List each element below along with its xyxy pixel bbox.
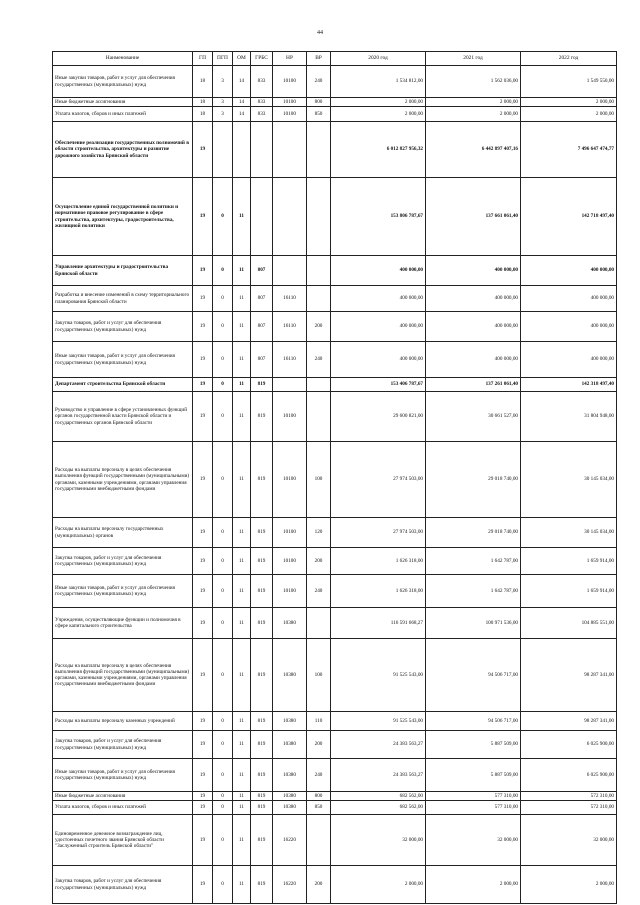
- row-vr: 240: [307, 66, 331, 98]
- row-om: 11: [233, 712, 251, 731]
- row-gp: 19: [193, 575, 213, 608]
- row-name: Разработка и внесение изменений в схему территориального планирования Брянской области: [53, 286, 193, 312]
- budget-table: [52, 51, 617, 904]
- row-vr: 800: [307, 792, 331, 801]
- table-row: [53, 608, 617, 639]
- row-amount-2022: 1 659 914,00: [521, 575, 617, 608]
- row-grbs: 819: [251, 866, 273, 904]
- row-om: 11: [233, 548, 251, 575]
- row-vr: 850: [307, 107, 331, 122]
- row-gp: 19: [193, 639, 213, 712]
- row-name: Иные закупки товаров, работ и услуг для обеспечения государственных (муниципальных) нужд: [53, 66, 193, 98]
- row-vr: 200: [307, 866, 331, 904]
- row-amount-2021: 5 887 509,00: [426, 759, 521, 792]
- row-pgp: 3: [213, 98, 233, 107]
- row-pgp: 0: [213, 866, 233, 904]
- row-amount-2022: 98 287 341,00: [521, 712, 617, 731]
- table-row: [53, 312, 617, 342]
- row-grbs: 819: [251, 518, 273, 548]
- row-nr: [273, 378, 307, 392]
- table-row: [53, 178, 617, 256]
- row-nr: 16110: [273, 286, 307, 312]
- row-amount-2020: 1 626 318,00: [331, 575, 426, 608]
- row-nr: 10100: [273, 442, 307, 518]
- row-vr: [307, 286, 331, 312]
- table-row: [53, 342, 617, 378]
- row-gp: 19: [193, 712, 213, 731]
- row-amount-2022: 142 318 497,40: [521, 378, 617, 392]
- row-grbs: 819: [251, 548, 273, 575]
- row-amount-2022: 142 718 497,40: [521, 178, 617, 256]
- row-amount-2020: 6 012 827 956,32: [331, 122, 426, 178]
- row-om: 11: [233, 639, 251, 712]
- row-nr: 10380: [273, 792, 307, 801]
- row-om: 14: [233, 107, 251, 122]
- row-amount-2021: 94 506 717,00: [426, 712, 521, 731]
- row-vr: 240: [307, 575, 331, 608]
- row-nr: 10100: [273, 575, 307, 608]
- row-nr: [273, 256, 307, 286]
- row-gp: 19: [193, 312, 213, 342]
- row-vr: 240: [307, 342, 331, 378]
- row-name: Уплата налогов, сборов и иных платежей: [53, 801, 193, 815]
- header-2022: 2022 год: [521, 52, 617, 66]
- page-number: 44: [317, 30, 323, 36]
- table-row: [53, 66, 617, 98]
- row-om: [233, 122, 251, 178]
- row-amount-2020: 153 806 787,67: [331, 178, 426, 256]
- row-name: Иные закупки товаров, работ и услуг для обеспечения государственных (муниципальных) нужд: [53, 759, 193, 792]
- row-name: Иные бюджетные ассигнования: [53, 792, 193, 801]
- row-amount-2020: 153 406 787,67: [331, 378, 426, 392]
- row-grbs: [251, 122, 273, 178]
- row-gp: 18: [193, 107, 213, 122]
- row-nr: [273, 178, 307, 256]
- row-om: 11: [233, 312, 251, 342]
- row-vr: [307, 256, 331, 286]
- row-amount-2021: 30 661 527,00: [426, 392, 521, 442]
- row-amount-2021: 400 000,00: [426, 342, 521, 378]
- row-amount-2021: 577 310,00: [426, 792, 521, 801]
- row-gp: 19: [193, 256, 213, 286]
- table-row: [53, 759, 617, 792]
- row-amount-2022: 400 000,00: [521, 256, 617, 286]
- row-amount-2022: 572 310,00: [521, 801, 617, 815]
- row-amount-2021: 29 018 740,00: [426, 442, 521, 518]
- row-amount-2022: 2 000,00: [521, 107, 617, 122]
- row-amount-2022: 6 025 900,00: [521, 759, 617, 792]
- row-gp: 19: [193, 378, 213, 392]
- row-amount-2020: 27 974 503,00: [331, 442, 426, 518]
- row-pgp: 0: [213, 312, 233, 342]
- row-amount-2020: 400 000,00: [331, 342, 426, 378]
- row-gp: 19: [193, 866, 213, 904]
- row-gp: 19: [193, 792, 213, 801]
- header-vr: ВР: [307, 52, 331, 66]
- row-amount-2021: 2 000,00: [426, 107, 521, 122]
- row-nr: 10380: [273, 712, 307, 731]
- row-pgp: 0: [213, 518, 233, 548]
- table-header-row: [53, 52, 617, 66]
- row-om: 11: [233, 801, 251, 815]
- row-vr: 200: [307, 312, 331, 342]
- row-nr: 10100: [273, 107, 307, 122]
- row-grbs: 819: [251, 792, 273, 801]
- row-nr: 10100: [273, 518, 307, 548]
- row-vr: 100: [307, 639, 331, 712]
- row-vr: 850: [307, 801, 331, 815]
- row-grbs: 819: [251, 712, 273, 731]
- table-row: [53, 575, 617, 608]
- row-amount-2022: 31 804 948,00: [521, 392, 617, 442]
- row-nr: 10380: [273, 731, 307, 759]
- row-amount-2022: 7 496 647 474,77: [521, 122, 617, 178]
- row-nr: 16220: [273, 866, 307, 904]
- table-row: [53, 712, 617, 731]
- row-amount-2022: 1 549 550,00: [521, 66, 617, 98]
- row-amount-2022: 98 287 341,00: [521, 639, 617, 712]
- row-amount-2020: 116 591 668,27: [331, 608, 426, 639]
- row-om: 11: [233, 378, 251, 392]
- row-amount-2021: 137 661 061,40: [426, 178, 521, 256]
- row-grbs: 819: [251, 801, 273, 815]
- row-amount-2022: 400 000,00: [521, 342, 617, 378]
- row-pgp: 0: [213, 792, 233, 801]
- row-amount-2020: 91 525 543,00: [331, 639, 426, 712]
- header-gp: ГП: [193, 52, 213, 66]
- row-amount-2022: 400 000,00: [521, 312, 617, 342]
- row-om: 11: [233, 792, 251, 801]
- row-amount-2020: 2 000,00: [331, 107, 426, 122]
- row-amount-2021: 1 562 036,00: [426, 66, 521, 98]
- row-amount-2021: 400 000,00: [426, 256, 521, 286]
- row-amount-2021: 2 000,00: [426, 98, 521, 107]
- row-amount-2020: 400 000,00: [331, 312, 426, 342]
- table-row: [53, 639, 617, 712]
- row-pgp: 0: [213, 801, 233, 815]
- row-vr: 110: [307, 712, 331, 731]
- row-pgp: 3: [213, 66, 233, 98]
- row-om: 11: [233, 759, 251, 792]
- table-row: [53, 392, 617, 442]
- row-grbs: 819: [251, 815, 273, 866]
- row-nr: 10100: [273, 548, 307, 575]
- row-gp: 19: [193, 801, 213, 815]
- row-name: Обеспечение реализации государственных полномочий в области строительства, архитектуры и развитие дорожного хозяйства Брянской области: [53, 122, 193, 178]
- row-om: 11: [233, 866, 251, 904]
- row-amount-2022: 104 885 551,00: [521, 608, 617, 639]
- row-gp: 19: [193, 442, 213, 518]
- row-amount-2020: 400 000,00: [331, 286, 426, 312]
- row-amount-2022: 6 025 900,00: [521, 731, 617, 759]
- row-grbs: 819: [251, 639, 273, 712]
- row-pgp: 0: [213, 759, 233, 792]
- row-om: 11: [233, 442, 251, 518]
- row-amount-2021: 29 018 740,00: [426, 518, 521, 548]
- row-vr: 200: [307, 731, 331, 759]
- row-amount-2021: 577 310,00: [426, 801, 521, 815]
- row-amount-2022: 30 145 034,00: [521, 518, 617, 548]
- row-name: Закупка товаров, работ и услуг для обеспечения государственных (муниципальных) нужд: [53, 866, 193, 904]
- table-row: [53, 731, 617, 759]
- row-pgp: 0: [213, 286, 233, 312]
- row-grbs: 819: [251, 378, 273, 392]
- row-gp: 19: [193, 286, 213, 312]
- row-grbs: 833: [251, 107, 273, 122]
- row-grbs: 833: [251, 98, 273, 107]
- row-name: Расходы на выплаты персоналу государственных (муниципальных) органов: [53, 518, 193, 548]
- row-amount-2021: 32 000,00: [426, 815, 521, 866]
- table-row: [53, 801, 617, 815]
- row-gp: 18: [193, 98, 213, 107]
- table-row: [53, 286, 617, 312]
- row-om: 11: [233, 286, 251, 312]
- row-gp: 18: [193, 66, 213, 98]
- row-amount-2021: 2 000,00: [426, 866, 521, 904]
- row-name: Учреждения, осуществляющие функции и полномочия в сфере капитального строительства: [53, 608, 193, 639]
- row-amount-2022: 30 145 034,00: [521, 442, 617, 518]
- row-pgp: 0: [213, 178, 233, 256]
- header-nr: НР: [273, 52, 307, 66]
- row-grbs: 807: [251, 312, 273, 342]
- row-name: Закупка товаров, работ и услуг для обеспечения государственных (муниципальных) нужд: [53, 731, 193, 759]
- row-pgp: 0: [213, 392, 233, 442]
- row-pgp: 0: [213, 815, 233, 866]
- row-pgp: 0: [213, 342, 233, 378]
- row-pgp: [213, 122, 233, 178]
- row-amount-2020: 2 000,00: [331, 866, 426, 904]
- row-gp: 19: [193, 608, 213, 639]
- row-grbs: 807: [251, 342, 273, 378]
- row-amount-2022: 572 310,00: [521, 792, 617, 801]
- row-om: 11: [233, 392, 251, 442]
- row-om: 11: [233, 256, 251, 286]
- row-pgp: 3: [213, 107, 233, 122]
- row-name: Иные закупки товаров, работ и услуг для обеспечения государственных (муниципальных) нужд: [53, 342, 193, 378]
- row-amount-2020: 400 000,00: [331, 256, 426, 286]
- row-amount-2020: 682 562,00: [331, 801, 426, 815]
- row-amount-2022: 1 659 914,00: [521, 548, 617, 575]
- row-grbs: 819: [251, 442, 273, 518]
- row-gp: 19: [193, 759, 213, 792]
- row-amount-2020: 2 000,00: [331, 98, 426, 107]
- table-row: [53, 866, 617, 904]
- row-amount-2021: 94 506 717,00: [426, 639, 521, 712]
- row-pgp: 0: [213, 712, 233, 731]
- table-row: [53, 98, 617, 107]
- row-amount-2021: 137 261 061,40: [426, 378, 521, 392]
- row-gp: 19: [193, 548, 213, 575]
- row-nr: 10380: [273, 801, 307, 815]
- table-row: [53, 518, 617, 548]
- table-row: [53, 815, 617, 866]
- row-om: 11: [233, 815, 251, 866]
- row-name: Осуществление единой государственной политики и нормативное правовое регулирование в сфере строительства, архитектуры, градостроительства, жилищной политики: [53, 178, 193, 256]
- row-nr: 10100: [273, 66, 307, 98]
- row-amount-2022: 32 000,00: [521, 815, 617, 866]
- row-grbs: 819: [251, 759, 273, 792]
- row-name: Управление архитектуры и градостроительства Брянской области: [53, 256, 193, 286]
- row-name: Уплата налогов, сборов и иных платежей: [53, 107, 193, 122]
- row-amount-2022: 2 000,00: [521, 866, 617, 904]
- row-pgp: 0: [213, 575, 233, 608]
- row-pgp: 0: [213, 378, 233, 392]
- row-om: 14: [233, 66, 251, 98]
- row-amount-2021: 1 642 787,00: [426, 548, 521, 575]
- row-grbs: 819: [251, 392, 273, 442]
- header-2020: 2020 год: [331, 52, 426, 66]
- row-gp: 19: [193, 342, 213, 378]
- row-nr: 16110: [273, 342, 307, 378]
- table-row: [53, 378, 617, 392]
- row-amount-2020: 1 626 318,00: [331, 548, 426, 575]
- row-vr: 120: [307, 518, 331, 548]
- row-vr: [307, 815, 331, 866]
- row-grbs: 807: [251, 286, 273, 312]
- row-vr: 240: [307, 759, 331, 792]
- table-row: [53, 548, 617, 575]
- row-om: 11: [233, 518, 251, 548]
- row-grbs: 819: [251, 731, 273, 759]
- row-om: 11: [233, 178, 251, 256]
- row-gp: 19: [193, 518, 213, 548]
- row-amount-2020: 24 383 563,27: [331, 731, 426, 759]
- row-om: 11: [233, 575, 251, 608]
- row-vr: 800: [307, 98, 331, 107]
- row-vr: 200: [307, 548, 331, 575]
- row-amount-2021: 1 642 787,00: [426, 575, 521, 608]
- row-name: Закупка товаров, работ и услуг для обеспечения государственных (муниципальных) нужд: [53, 312, 193, 342]
- row-amount-2020: 1 534 812,00: [331, 66, 426, 98]
- row-nr: 10380: [273, 608, 307, 639]
- table-row: [53, 256, 617, 286]
- row-pgp: 0: [213, 256, 233, 286]
- table-row: [53, 122, 617, 178]
- row-amount-2020: 27 974 503,00: [331, 518, 426, 548]
- row-vr: [307, 608, 331, 639]
- row-nr: [273, 122, 307, 178]
- row-om: 11: [233, 342, 251, 378]
- row-nr: 10380: [273, 639, 307, 712]
- row-nr: 10100: [273, 98, 307, 107]
- header-2021: 2021 год: [426, 52, 521, 66]
- row-amount-2021: 400 000,00: [426, 286, 521, 312]
- row-grbs: 807: [251, 256, 273, 286]
- row-grbs: 819: [251, 608, 273, 639]
- row-pgp: 0: [213, 639, 233, 712]
- row-grbs: 833: [251, 66, 273, 98]
- row-pgp: 0: [213, 442, 233, 518]
- row-pgp: 0: [213, 548, 233, 575]
- row-amount-2020: 91 525 543,00: [331, 712, 426, 731]
- row-amount-2020: 24 383 563,27: [331, 759, 426, 792]
- row-vr: [307, 392, 331, 442]
- header-om: ОМ: [233, 52, 251, 66]
- row-name: Руководство и управление в сфере установленных функций органов государственной власти Брянской области и государственных органов Брянской области: [53, 392, 193, 442]
- row-om: 11: [233, 608, 251, 639]
- row-nr: 10100: [273, 392, 307, 442]
- row-name: Иные бюджетные ассигнования: [53, 98, 193, 107]
- header-grbs: ГРБС: [251, 52, 273, 66]
- row-gp: 19: [193, 731, 213, 759]
- row-nr: 10380: [273, 759, 307, 792]
- row-amount-2021: 6 442 897 407,16: [426, 122, 521, 178]
- row-amount-2020: 32 000,00: [331, 815, 426, 866]
- row-amount-2021: 400 000,00: [426, 312, 521, 342]
- row-gp: 19: [193, 815, 213, 866]
- table-row: [53, 442, 617, 518]
- row-pgp: 0: [213, 731, 233, 759]
- header-name: Наименование: [53, 52, 193, 66]
- row-gp: 19: [193, 122, 213, 178]
- row-name: Расходы на выплаты персоналу казенных учреждений: [53, 712, 193, 731]
- row-vr: [307, 178, 331, 256]
- table-row: [53, 792, 617, 801]
- row-om: 11: [233, 731, 251, 759]
- row-amount-2021: 100 971 536,00: [426, 608, 521, 639]
- row-grbs: 819: [251, 575, 273, 608]
- row-pgp: 0: [213, 608, 233, 639]
- row-vr: [307, 122, 331, 178]
- row-name: Расходы на выплаты персоналу в целях обеспечения выполнения функций государственными (муниципальными) органами, казенными учреждениями, органами управления государственными внебюджетными фондами: [53, 442, 193, 518]
- row-name: Департамент строительства Брянской области: [53, 378, 193, 392]
- row-nr: 16220: [273, 815, 307, 866]
- row-amount-2022: 400 000,00: [521, 286, 617, 312]
- row-amount-2020: 29 600 821,00: [331, 392, 426, 442]
- row-gp: 19: [193, 392, 213, 442]
- row-name: Иные закупки товаров, работ и услуг для обеспечения государственных (муниципальных) нужд: [53, 575, 193, 608]
- row-gp: 19: [193, 178, 213, 256]
- row-grbs: [251, 178, 273, 256]
- row-amount-2020: 682 562,00: [331, 792, 426, 801]
- row-om: 14: [233, 98, 251, 107]
- row-name: Расходы на выплаты персоналу в целях обеспечения выполнения функций государственными (муниципальными) органами, казенными учреждениями, органами управления государственными внебюджетными фондами: [53, 639, 193, 712]
- row-vr: 100: [307, 442, 331, 518]
- row-amount-2021: 5 887 509,00: [426, 731, 521, 759]
- row-nr: 16110: [273, 312, 307, 342]
- row-amount-2022: 2 000,00: [521, 98, 617, 107]
- row-name: Закупка товаров, работ и услуг для обеспечения государственных (муниципальных) нужд: [53, 548, 193, 575]
- row-name: Единовременное денежное вознаграждение лиц, удостоенных почетного звания Брянской области "Заслуженный строитель Брянской области": [53, 815, 193, 866]
- table-row: [53, 107, 617, 122]
- header-pgp: ПГП: [213, 52, 233, 66]
- row-vr: [307, 378, 331, 392]
